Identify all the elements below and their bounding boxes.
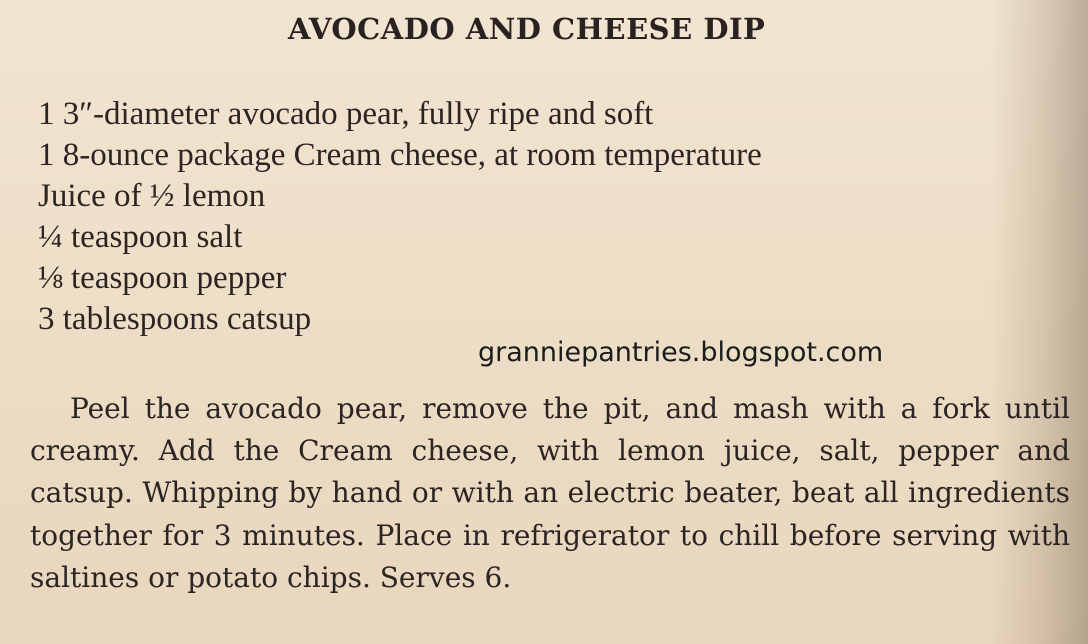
directions-text: Peel the avocado pear, remove the pit, and mash with a fork until creamy. Add the Cream cheese, with lemon juice, salt, pepper and catsup. Whipping by hand or with an electric beater, beat all ingredients together for 3 minutes. Place in refrigerator to chill before serving with saltines or potato chips. Serves 6. — [30, 392, 1070, 594]
ingredient-item: 1 3″-diameter avocado pear, fully ripe and soft — [38, 96, 654, 132]
ingredient-item: 1 8-ounce package Cream cheese, at room temperature — [38, 137, 762, 173]
blog-watermark: granniepantries.blogspot.com — [478, 337, 884, 368]
recipe-directions — [30, 388, 1070, 599]
ingredient-item: ⅛ teaspoon pepper — [38, 260, 287, 296]
ingredient-item: Juice of ½ lemon — [38, 178, 266, 214]
ingredient-list — [38, 94, 762, 340]
ingredient-item: ¼ teaspoon salt — [38, 219, 243, 255]
recipe-title: AVOCADO AND CHEESE DIP — [288, 12, 766, 46]
ingredient-item: 3 tablespoons catsup — [38, 301, 312, 337]
